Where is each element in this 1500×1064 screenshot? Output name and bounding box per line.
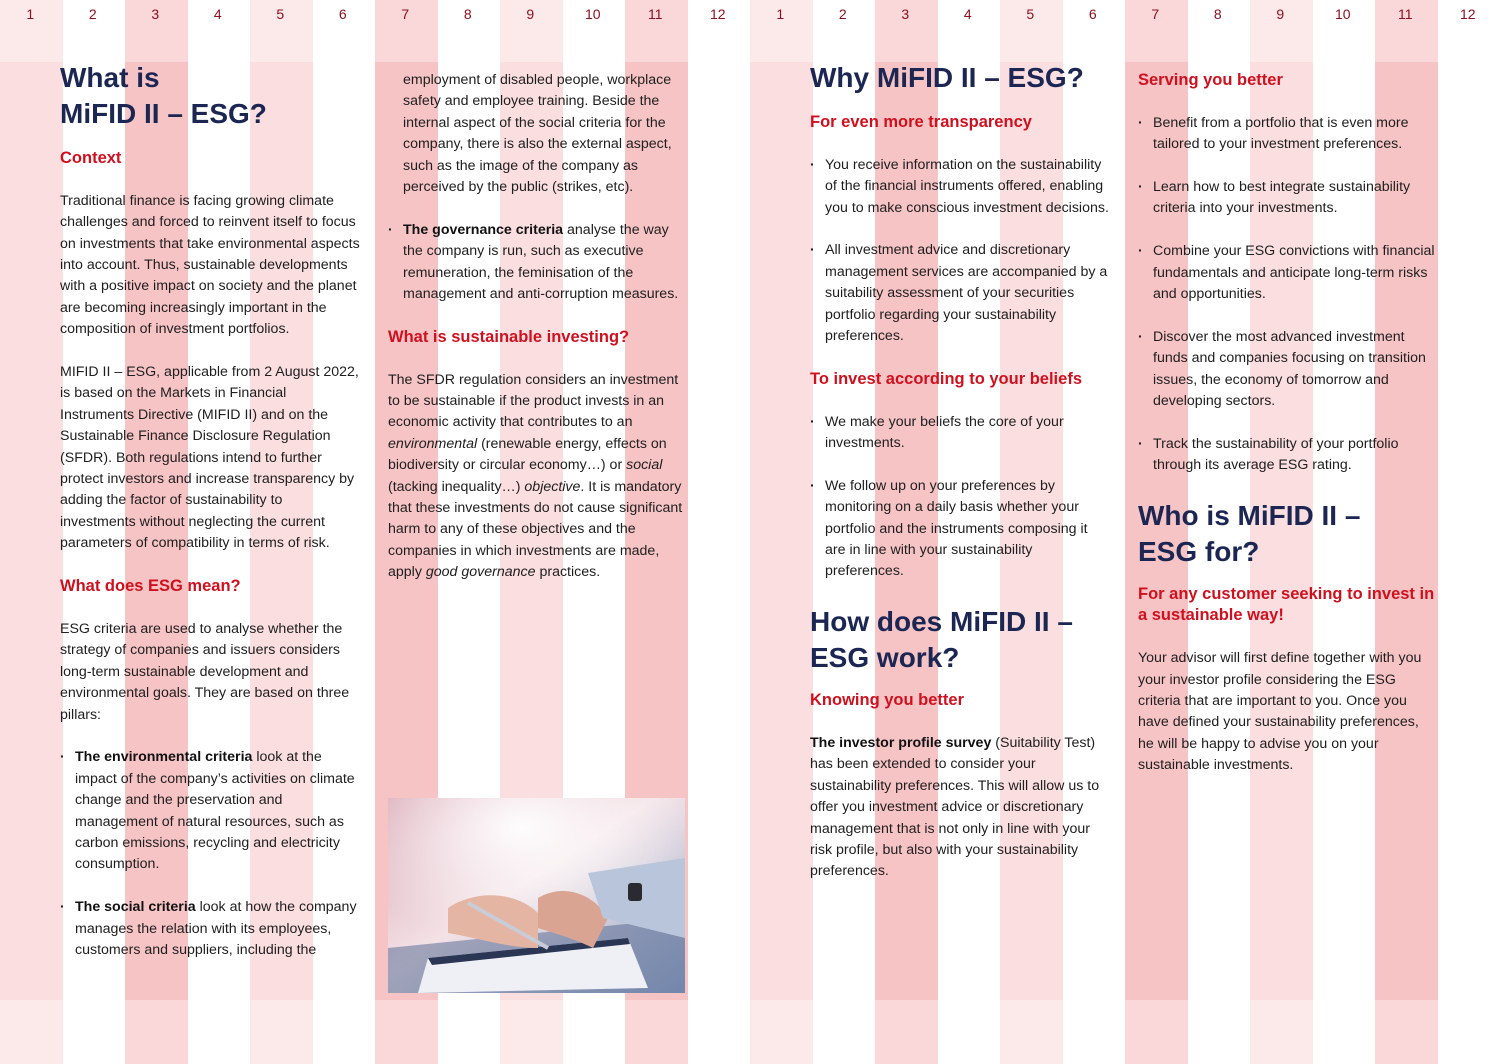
context-paragraph-1: Traditional finance is facing growing climate challenges and forced to reinvent itself to focus on investments that take environmental aspects into account. Thus, sustainable developments with a positive impact on society and the planet are becoming increasingly important in the composition of investment portfolios.: [60, 192, 360, 338]
context-paragraph-2: MIFID II – ESG, applicable from 2 August 2022, is based on the Markets in Financial Instruments Directive (MIFID II) and on the Sustainable Finance Disclosure Regulation (SFDR). Both regulations intend to further protect investors and increase transparency by adding the factor of sustainability to investments without neglecting the current parameters of compatibility in terms of risk.: [60, 364, 359, 552]
list-item: · Discover the most advanced investment funds and companies focusing on transition issues, the economy of tomorrow and developing sectors.: [1138, 327, 1438, 413]
page-title-who: [1138, 498, 1438, 570]
survey-name: The investor profile survey: [810, 735, 992, 752]
list-item: · We make your beliefs the core of your investments.: [810, 412, 1110, 455]
list-item: · Combine your ESG convictions with financial fundamentals and anticipate long-term risks and opportunities.: [1138, 241, 1438, 305]
list-item: · Track the sustainability of your portfolio through its average ESG rating.: [1138, 434, 1438, 477]
page-title-why: Why MiFID II – ESG?: [810, 62, 1084, 93]
text-italic: good governance: [425, 564, 536, 581]
grid-column-number: 6: [338, 6, 347, 22]
governance-list: [388, 220, 688, 306]
pillar-text: look at the impact of the company’s activities on climate change and the preservation and management of natural resources, such as carbon emissions, recycling and electricity consumption.: [75, 749, 355, 873]
title-line: ESG work?: [810, 642, 960, 674]
column-4: [1138, 70, 1438, 798]
pillar-name: The environmental criteria: [75, 749, 253, 766]
grid-column-number: 11: [1397, 6, 1413, 22]
list-item: · We follow up on your preferences by monitoring on a daily basis whether your portfolio and the instruments composing it are in line with your sustainability preferences.: [810, 476, 1110, 583]
grid-column-number: 10: [1334, 6, 1351, 22]
grid-column-number: 1: [26, 6, 35, 22]
transparency-list: [810, 155, 1110, 348]
business-hands-photo: [388, 798, 685, 993]
text-span: practices.: [535, 564, 601, 581]
text-span: The SFDR regulation considers an investment to be sustainable if the product invests in an economic activity that contributes to an: [388, 371, 679, 431]
sustainable-paragraph: [388, 370, 688, 584]
title-line: MiFID II – ESG?: [60, 98, 267, 129]
text-span: (Suitability Test) has been extended to consider your sustainability preferences. This will allow us to offer you investment advice or discretionary management that is not only in line with your risk profile, but also with your sustainability preferences.: [810, 735, 1100, 880]
serving-list: [1138, 113, 1438, 477]
title-line: How does MiFID II –: [810, 606, 1073, 638]
grid-column-number: 7: [1151, 6, 1160, 22]
social-continued: employment of disabled people, workplace safety and employee training. Beside the internal aspect of the social criteria for the company, there is also the external aspect, such as the image of the company as perceived by the public (strikes, etc).: [403, 72, 672, 196]
heading-sustainable-investing: What is sustainable investing?: [388, 327, 630, 346]
who-paragraph: Your advisor will first define together with you your investor profile considering the ESG criteria that are important to you. Once you have defined your sustainability preferences, he will be happy to advise you on your sustainable investments.: [1138, 650, 1422, 774]
beliefs-list: [810, 412, 1110, 583]
pillar-name: The social criteria: [75, 899, 196, 916]
text-italic: social: [626, 457, 663, 474]
grid-column-number: 5: [1026, 6, 1035, 22]
list-item: · All investment advice and discretionary management services are accompanied by a suitability assessment of your securities portfolio regarding your sustainability preferences.: [810, 240, 1110, 347]
grid-column-number: 8: [463, 6, 472, 22]
heading-knowing: Knowing you better: [810, 691, 964, 710]
esg-paragraph: ESG criteria are used to analyse whether the strategy of companies and issuers considers long-term sustainable development and environmental goals. They are based on three pillars:: [60, 620, 350, 723]
pillar-text: look at how the company manages the relation with its employees, customers and suppliers, including the: [75, 899, 357, 958]
grid-column-number: 9: [1276, 6, 1285, 22]
photo-illustration: [388, 798, 685, 993]
grid-column-stripe: [0, 0, 63, 1064]
heading-beliefs: To invest according to your beliefs: [810, 369, 1082, 388]
grid-column-number: 4: [963, 6, 972, 22]
grid-column-number: 9: [526, 6, 535, 22]
column-1: [60, 60, 360, 983]
grid-column-number: 10: [584, 6, 601, 22]
heading-esg-meaning: What does ESG mean?: [60, 577, 241, 596]
title-line: What is: [60, 62, 160, 93]
list-item: [60, 747, 360, 875]
list-item: · You receive information on the sustainability of the financial instruments offered, enabling you to make conscious investment decisions.: [810, 155, 1110, 219]
grid-column-number: 2: [838, 6, 847, 22]
heading-who: For any customer seeking to invest in a sustainable way!: [1138, 585, 1435, 625]
list-item: · Learn how to best integrate sustainability criteria into your investments.: [1138, 177, 1438, 220]
grid-column-number: 3: [901, 6, 910, 22]
list-item: · Benefit from a portfolio that is even more tailored to your investment preferences.: [1138, 113, 1438, 156]
grid-column-number: 5: [276, 6, 285, 22]
text-italic: objective: [524, 478, 581, 495]
column-3: [810, 60, 1110, 904]
grid-column-number: 3: [151, 6, 160, 22]
text-span: (tacking inequality…): [388, 478, 525, 495]
grid-column-number: 1: [776, 6, 785, 22]
page-title-what-is: [60, 60, 360, 132]
esg-pillars-list: [60, 747, 360, 961]
column-numbers: [0, 0, 1500, 30]
list-item: [60, 897, 360, 961]
title-line: Who is MiFID II –: [1138, 500, 1361, 532]
grid-column-number: 11: [647, 6, 663, 22]
grid-footer-band: [0, 1000, 1500, 1064]
knowing-paragraph: [810, 733, 1110, 883]
heading-context: Context: [60, 149, 122, 167]
text-span: . It is mandatory that these investments do not cause significant harm to any of these objectives and the companies in which investments are made, apply: [388, 478, 683, 581]
grid-column-number: 6: [1088, 6, 1097, 22]
grid-column-number: 4: [213, 6, 222, 22]
grid-column-number: 8: [1213, 6, 1222, 22]
heading-transparency: For even more transparency: [810, 113, 1032, 131]
pillar-name: The governance criteria: [403, 221, 564, 238]
text-italic: environmental: [388, 435, 478, 452]
grid-column-stripe: [750, 0, 813, 1064]
grid-column-number: 12: [709, 6, 726, 22]
column-2: [388, 70, 688, 605]
page-title-how: [810, 604, 1110, 676]
text-span: (renewable energy, effects on biodiversity or circular economy…) or: [388, 435, 667, 474]
heading-serving: Serving you better: [1138, 71, 1283, 89]
title-line: ESG for?: [1138, 536, 1260, 568]
list-item: [388, 220, 688, 306]
grid-column-number: 7: [401, 6, 410, 22]
pillar-text: analyse the way the company is run, such as executive remuneration, the feminisation of the management and anti-corruption measures.: [403, 221, 679, 303]
grid-column-number: 12: [1459, 6, 1476, 22]
grid-column-number: 2: [88, 6, 97, 22]
